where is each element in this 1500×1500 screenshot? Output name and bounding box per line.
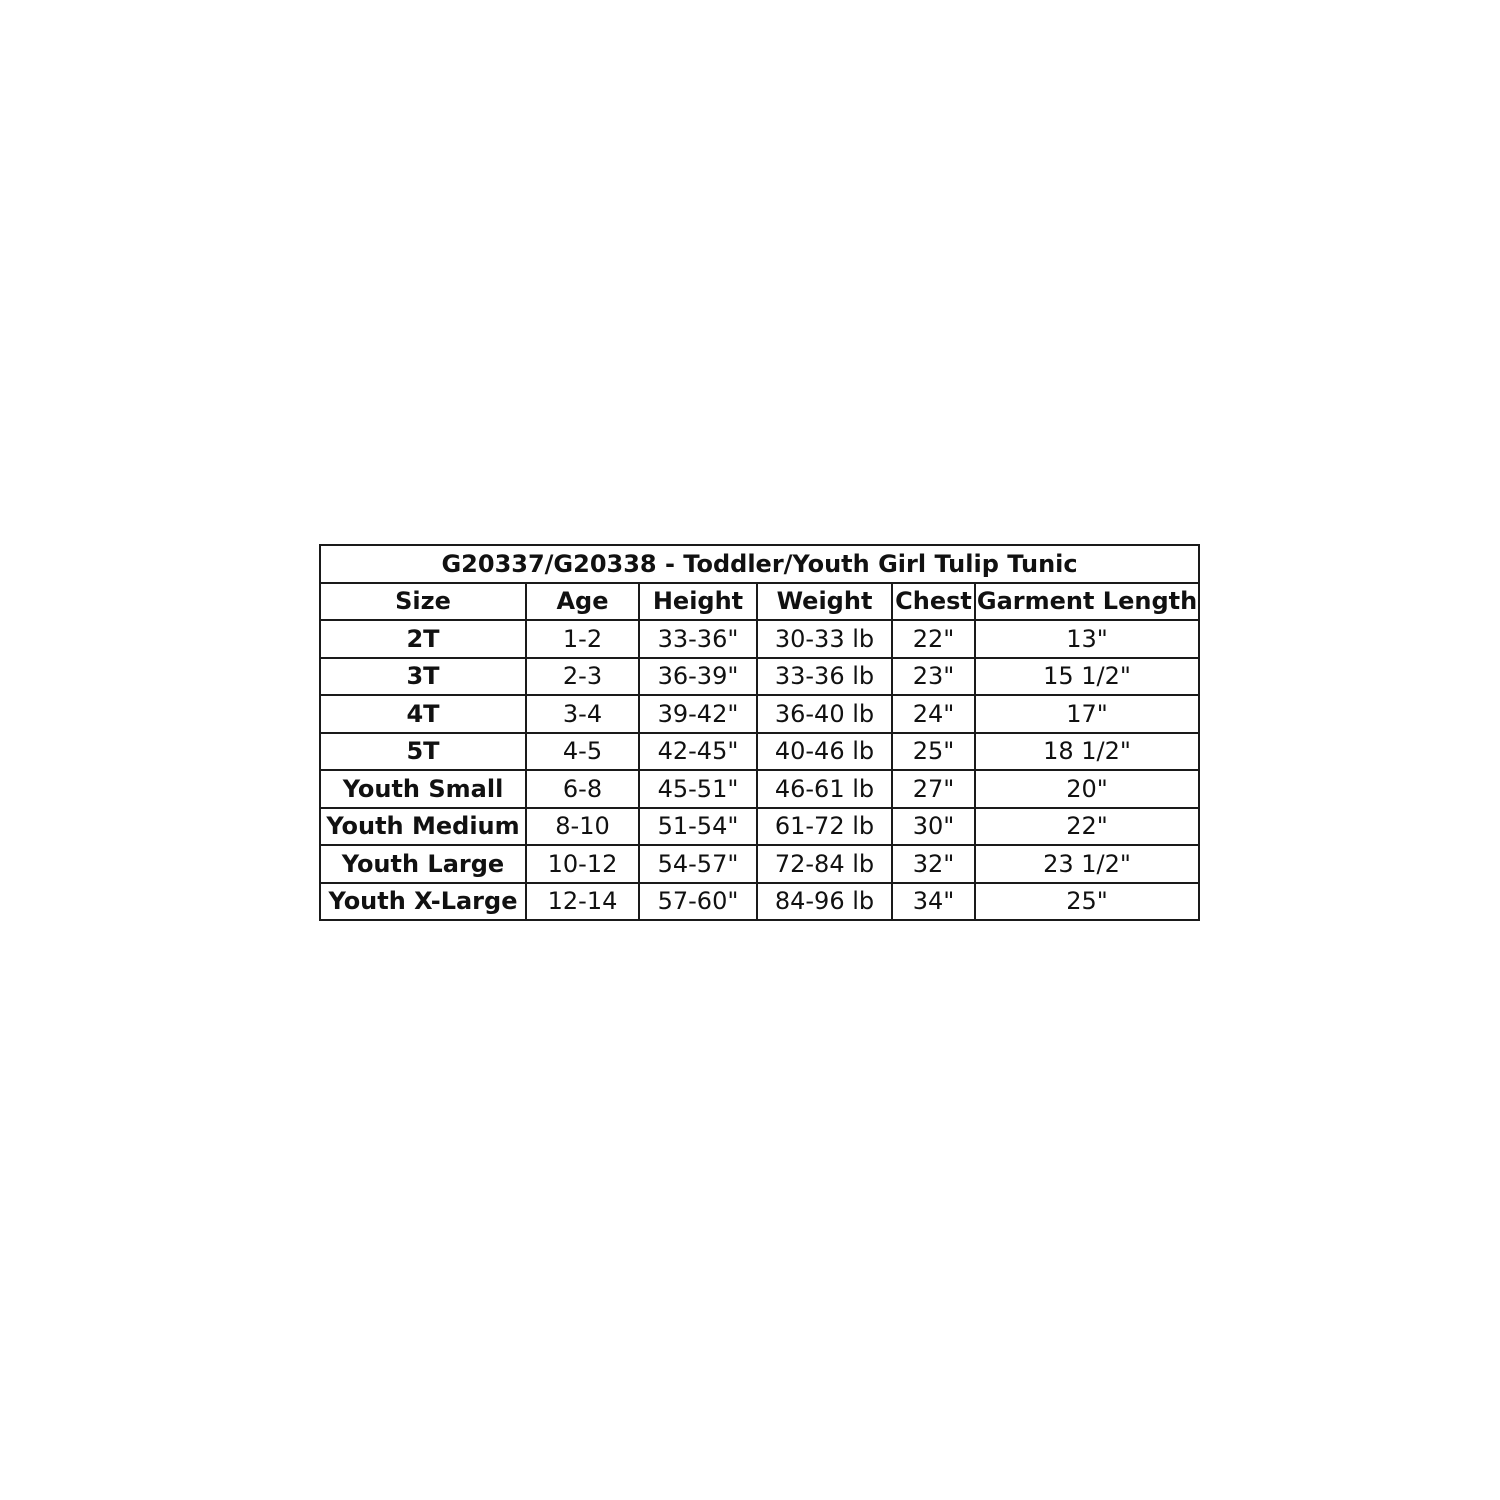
- size-cell: Youth Large: [320, 845, 526, 883]
- weight-cell: 33-36 lb: [757, 658, 892, 696]
- height-cell: 39-42": [639, 695, 757, 733]
- height-cell: 36-39": [639, 658, 757, 696]
- table-row: [320, 770, 1199, 808]
- garment-length-cell: 18 1/2": [975, 733, 1199, 771]
- chest-cell: 34": [892, 883, 975, 921]
- chest-cell: 23": [892, 658, 975, 696]
- table-row: [320, 695, 1199, 733]
- weight-cell: 84-96 lb: [757, 883, 892, 921]
- garment-length-cell: 13": [975, 620, 1199, 658]
- height-cell: 42-45": [639, 733, 757, 771]
- column-header-age: Age: [526, 583, 639, 621]
- age-cell: 4-5: [526, 733, 639, 771]
- garment-length-cell: 20": [975, 770, 1199, 808]
- column-header-weight: Weight: [757, 583, 892, 621]
- size-cell: 4T: [320, 695, 526, 733]
- table-row: [320, 620, 1199, 658]
- age-cell: 1-2: [526, 620, 639, 658]
- table-row: [320, 845, 1199, 883]
- table-row: [320, 883, 1199, 921]
- size-cell: Youth X-Large: [320, 883, 526, 921]
- size-cell: Youth Small: [320, 770, 526, 808]
- weight-cell: 61-72 lb: [757, 808, 892, 846]
- height-cell: 51-54": [639, 808, 757, 846]
- height-cell: 33-36": [639, 620, 757, 658]
- age-cell: 12-14: [526, 883, 639, 921]
- chest-cell: 24": [892, 695, 975, 733]
- chest-cell: 30": [892, 808, 975, 846]
- table-row: [320, 658, 1199, 696]
- title-row: [320, 545, 1199, 583]
- chest-cell: 22": [892, 620, 975, 658]
- age-cell: 10-12: [526, 845, 639, 883]
- height-cell: 57-60": [639, 883, 757, 921]
- age-cell: 8-10: [526, 808, 639, 846]
- table-row: [320, 733, 1199, 771]
- table-row: [320, 808, 1199, 846]
- chest-cell: 25": [892, 733, 975, 771]
- weight-cell: 40-46 lb: [757, 733, 892, 771]
- garment-length-cell: 15 1/2": [975, 658, 1199, 696]
- size-cell: 5T: [320, 733, 526, 771]
- height-cell: 54-57": [639, 845, 757, 883]
- age-cell: 6-8: [526, 770, 639, 808]
- chest-cell: 27": [892, 770, 975, 808]
- column-header-garment-length: Garment Length: [975, 583, 1199, 621]
- garment-length-cell: 25": [975, 883, 1199, 921]
- size-cell: 2T: [320, 620, 526, 658]
- column-header-chest: Chest: [892, 583, 975, 621]
- weight-cell: 36-40 lb: [757, 695, 892, 733]
- size-cell: Youth Medium: [320, 808, 526, 846]
- header-row: [320, 583, 1199, 621]
- garment-length-cell: 17": [975, 695, 1199, 733]
- table-title: G20337/G20338 - Toddler/Youth Girl Tulip Tunic: [320, 545, 1199, 583]
- table-body: [320, 620, 1199, 920]
- garment-length-cell: 23 1/2": [975, 845, 1199, 883]
- size-cell: 3T: [320, 658, 526, 696]
- chest-cell: 32": [892, 845, 975, 883]
- size-chart-table: [319, 544, 1200, 921]
- weight-cell: 46-61 lb: [757, 770, 892, 808]
- height-cell: 45-51": [639, 770, 757, 808]
- age-cell: 2-3: [526, 658, 639, 696]
- column-header-size: Size: [320, 583, 526, 621]
- weight-cell: 72-84 lb: [757, 845, 892, 883]
- age-cell: 3-4: [526, 695, 639, 733]
- column-header-height: Height: [639, 583, 757, 621]
- weight-cell: 30-33 lb: [757, 620, 892, 658]
- garment-length-cell: 22": [975, 808, 1199, 846]
